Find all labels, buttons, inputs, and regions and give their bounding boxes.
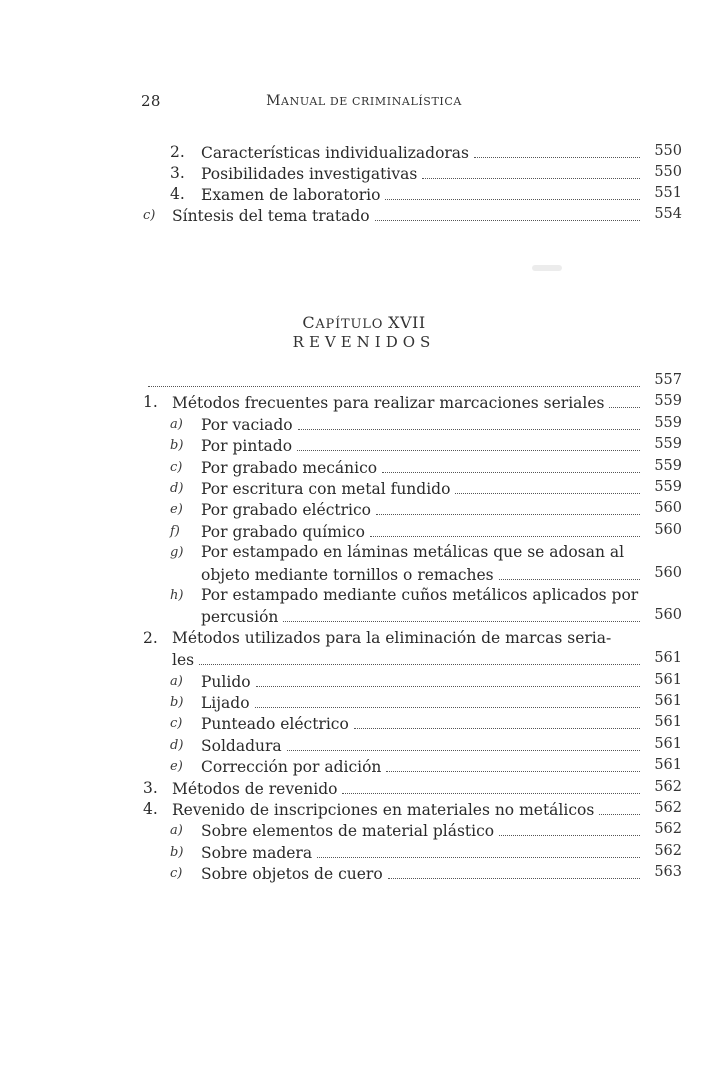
entry-marker: 4. xyxy=(143,800,158,818)
entry-text: Por grabado químico xyxy=(201,522,365,541)
entry-text: Por grabado eléctrico xyxy=(201,501,371,520)
entry-page: 559 xyxy=(654,479,682,495)
entry-marker: 3. xyxy=(170,164,185,182)
toc-entry xyxy=(0,629,728,650)
entry-marker: 3. xyxy=(143,778,158,797)
toc-entry xyxy=(0,415,728,436)
entry-text: Corrección por adición xyxy=(201,758,382,777)
toc-entry xyxy=(0,543,728,564)
entry-marker: c) xyxy=(170,866,183,882)
toc-entry xyxy=(0,206,728,227)
entry-marker: a) xyxy=(170,673,183,689)
entry-page: 562 xyxy=(654,800,682,816)
dot-leader xyxy=(375,206,640,221)
entry-page: 559 xyxy=(654,457,682,474)
toc-entry xyxy=(0,436,728,457)
entry-page: 559 xyxy=(654,393,682,410)
entry-page: 562 xyxy=(654,778,682,795)
entry-page: 560 xyxy=(654,564,682,581)
entry-text: Posibilidades investigativas xyxy=(201,165,418,183)
entry-page: 562 xyxy=(654,842,682,859)
dot-leader xyxy=(455,479,640,494)
entry-page: 559 xyxy=(654,414,682,431)
toc-entry xyxy=(0,714,728,735)
page-smudge xyxy=(532,265,562,271)
entry-text: Sobre objetos de cuero xyxy=(201,865,383,884)
entry-page: 560 xyxy=(654,500,682,517)
entry-text: Características individualizadoras xyxy=(201,144,470,162)
entry-marker: c) xyxy=(170,716,183,732)
entry-page: 561 xyxy=(654,757,682,774)
entry-marker: 2. xyxy=(143,628,158,647)
entry-marker: f) xyxy=(170,523,180,539)
toc-entry xyxy=(0,843,728,864)
entry-marker: b) xyxy=(170,844,184,860)
entry-marker: b) xyxy=(170,438,184,454)
chapter-number: XVII xyxy=(388,313,426,332)
entry-text: Sobre elementos de material plástico xyxy=(201,822,495,841)
entry-marker: c) xyxy=(143,208,156,223)
dot-leader xyxy=(474,143,640,158)
entry-marker: c) xyxy=(170,459,183,475)
page-header xyxy=(0,92,728,112)
toc-entry xyxy=(0,607,728,628)
dot-leader xyxy=(297,436,640,451)
dot-leader xyxy=(499,821,640,836)
dot-leader xyxy=(298,415,640,430)
entry-text: Métodos utilizados para la eliminación de marcas seria- xyxy=(172,628,612,647)
entry-page: 561 xyxy=(654,671,682,688)
entry-text: Síntesis del tema tratado xyxy=(172,207,370,225)
entry-text: Por estampado mediante cuños metálicos aplicados por xyxy=(201,586,639,604)
toc-entry xyxy=(0,500,728,521)
entry-page: 554 xyxy=(654,206,682,222)
entry-text: Por escritura con metal fundido xyxy=(201,480,451,498)
entry-text: Por grabado mecánico xyxy=(201,458,378,477)
dot-leader xyxy=(283,607,640,622)
entry-marker: a) xyxy=(170,416,183,432)
entry-page: 550 xyxy=(654,164,682,180)
entry-text: Punteado eléctrico xyxy=(201,715,349,734)
entry-text: Lijado xyxy=(201,694,250,712)
chapter-title: REVENIDOS xyxy=(292,333,436,351)
toc-entry xyxy=(0,736,728,757)
dot-leader xyxy=(255,693,640,708)
toc-entry xyxy=(0,143,728,164)
toc-entry xyxy=(0,757,728,778)
entry-page: 550 xyxy=(654,143,682,159)
entry-page: 561 xyxy=(654,693,682,709)
toc-entry xyxy=(0,479,728,500)
entry-marker: 2. xyxy=(170,143,185,161)
toc-entry xyxy=(0,372,728,393)
dot-leader xyxy=(609,393,640,408)
toc-entry xyxy=(0,565,728,586)
toc-entry xyxy=(0,522,728,543)
chapter-label: CAPÍTULO xyxy=(302,313,384,332)
entry-text: percusión xyxy=(201,608,279,627)
entry-text: Revenido de inscripciones en materiales no metálicos xyxy=(172,801,595,819)
entry-text: les xyxy=(172,651,195,670)
entry-page: 561 xyxy=(654,735,682,752)
dot-leader xyxy=(388,864,640,879)
chapter-heading xyxy=(0,313,728,332)
toc-entry xyxy=(0,864,728,885)
page-number: 28 xyxy=(141,92,161,110)
entry-text: Examen de laboratorio xyxy=(201,186,381,204)
entry-page: 563 xyxy=(654,864,682,881)
dot-leader xyxy=(199,650,640,665)
toc-entry xyxy=(0,393,728,414)
entry-text: Pulido xyxy=(201,672,251,691)
entry-page: 561 xyxy=(654,714,682,731)
dot-leader xyxy=(342,779,640,794)
dot-leader xyxy=(499,565,640,580)
toc-entry xyxy=(0,693,728,714)
entry-marker: e) xyxy=(170,759,183,775)
dot-leader xyxy=(422,164,640,179)
toc-entry xyxy=(0,185,728,206)
entry-text: Métodos de revenido xyxy=(172,779,338,798)
dot-leader xyxy=(370,522,640,537)
toc-entry xyxy=(0,586,728,607)
dot-leader xyxy=(256,672,640,687)
toc-entry xyxy=(0,164,728,185)
dot-leader xyxy=(382,458,640,473)
entry-text: objeto mediante tornillos o remaches xyxy=(201,565,494,584)
dot-leader xyxy=(599,800,640,815)
entry-text: Por estampado en láminas metálicas que se adosan al xyxy=(201,543,625,562)
entry-marker: h) xyxy=(170,588,184,603)
dot-leader xyxy=(376,500,640,515)
entry-page: 562 xyxy=(654,821,682,838)
entry-marker: g) xyxy=(170,545,184,561)
dot-leader xyxy=(317,843,640,858)
dot-leader xyxy=(386,757,640,772)
entry-marker: 1. xyxy=(143,393,158,412)
entry-page: 560 xyxy=(654,607,682,624)
entry-marker: e) xyxy=(170,502,183,518)
toc-entry xyxy=(0,672,728,693)
entry-page: 561 xyxy=(654,650,682,667)
dot-leader xyxy=(629,543,640,557)
running-title: MANUAL DE CRIMINALÍSTICA xyxy=(266,93,462,109)
toc-entry xyxy=(0,800,728,821)
toc-entry xyxy=(0,821,728,842)
toc-entry xyxy=(0,779,728,800)
entry-text: Soldadura xyxy=(201,736,282,755)
entry-marker: b) xyxy=(170,695,184,710)
entry-text: Sobre madera xyxy=(201,843,313,862)
entry-page: 551 xyxy=(654,185,682,201)
dot-leader xyxy=(287,736,640,751)
entry-text: Métodos frecuentes para realizar marcaciones seriales xyxy=(172,394,605,413)
entry-marker: 4. xyxy=(170,185,185,203)
dot-leader xyxy=(354,714,640,729)
entry-marker: a) xyxy=(170,823,183,839)
entry-page: 559 xyxy=(654,436,682,453)
dot-leader xyxy=(148,372,640,387)
entry-text: Por pintado xyxy=(201,437,293,456)
dot-leader xyxy=(385,185,640,200)
entry-page: 557 xyxy=(654,372,682,388)
entry-marker: d) xyxy=(170,737,184,753)
entry-text: Por vaciado xyxy=(201,415,293,434)
toc-entry xyxy=(0,458,728,479)
entry-marker: d) xyxy=(170,481,184,496)
dot-leader xyxy=(616,629,640,643)
toc-entry xyxy=(0,650,728,671)
entry-page: 560 xyxy=(654,521,682,538)
